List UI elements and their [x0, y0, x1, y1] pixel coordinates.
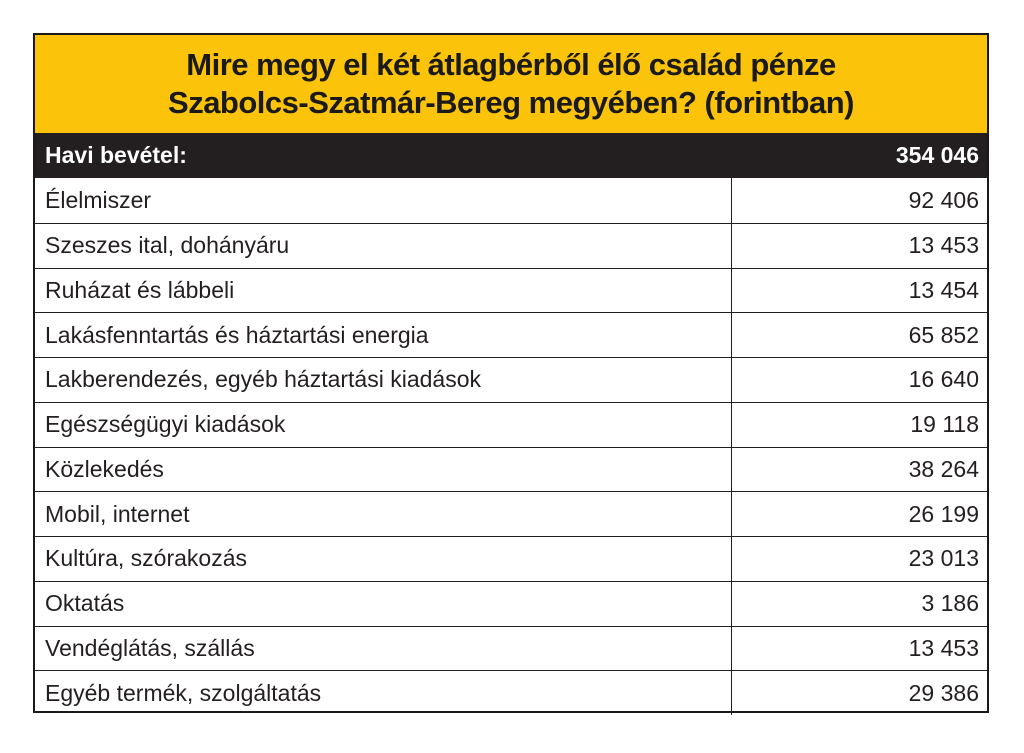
- table-row: [35, 402, 987, 447]
- table-row: [35, 223, 987, 268]
- title-band: [35, 35, 987, 133]
- category-label: Egyéb termék, szolgáltatás: [45, 679, 322, 706]
- column-divider: [731, 671, 732, 715]
- table-row: [35, 626, 987, 671]
- column-divider: [731, 313, 732, 357]
- category-label: Vendéglátás, szállás: [45, 634, 255, 661]
- column-divider: [731, 582, 732, 626]
- table-row: [35, 178, 987, 223]
- expense-rows: [35, 178, 987, 715]
- category-label: Szeszes ital, dohányáru: [45, 232, 290, 259]
- expense-value: 13 454: [908, 276, 979, 303]
- table-row: [35, 268, 987, 313]
- column-divider: [731, 403, 732, 447]
- column-divider: [731, 492, 732, 536]
- category-label: Ruházat és lábbeli: [45, 276, 235, 303]
- table-row: [35, 357, 987, 402]
- title-line-2: Szabolcs-Szatmár-Bereg megyében? (forintban): [168, 85, 854, 120]
- expense-value: 16 640: [908, 366, 979, 393]
- table-row: [35, 312, 987, 357]
- expense-value: 19 118: [910, 411, 979, 438]
- column-divider: [731, 224, 732, 268]
- category-label: Lakásfenntartás és háztartási energia: [45, 321, 429, 348]
- table-row: [35, 447, 987, 492]
- category-label: Kultúra, szórakozás: [45, 545, 247, 572]
- table-row: [35, 491, 987, 536]
- category-label: Oktatás: [45, 590, 125, 617]
- expense-value: 3 186: [921, 590, 979, 617]
- income-header-row: [35, 133, 987, 178]
- income-value: 354 046: [895, 142, 979, 168]
- expense-value: 23 013: [908, 545, 979, 572]
- expense-value: 13 453: [908, 232, 979, 259]
- expense-value: 65 852: [908, 321, 979, 348]
- column-divider: [731, 448, 732, 492]
- table-row: [35, 581, 987, 626]
- category-label: Mobil, internet: [45, 500, 190, 527]
- expense-value: 38 264: [908, 455, 979, 482]
- column-divider: [731, 178, 732, 223]
- column-divider: [731, 627, 732, 671]
- column-divider: [731, 358, 732, 402]
- income-label: Havi bevétel:: [45, 142, 187, 168]
- table-row: [35, 536, 987, 581]
- table-row: [35, 670, 987, 715]
- category-label: Lakberendezés, egyéb háztartási kiadások: [45, 366, 482, 393]
- title-line-1: Mire megy el két átlagbérből élő család pénze: [186, 47, 836, 82]
- table-frame: [33, 33, 989, 713]
- expense-value: 13 453: [908, 634, 979, 661]
- column-divider: [731, 537, 732, 581]
- expense-value: 26 199: [908, 500, 979, 527]
- category-label: Egészségügyi kiadások: [45, 411, 286, 438]
- category-label: Közlekedés: [45, 455, 164, 482]
- expense-value: 29 386: [908, 679, 979, 706]
- expense-value: 92 406: [908, 186, 979, 213]
- column-divider: [731, 269, 732, 313]
- category-label: Élelmiszer: [45, 186, 152, 213]
